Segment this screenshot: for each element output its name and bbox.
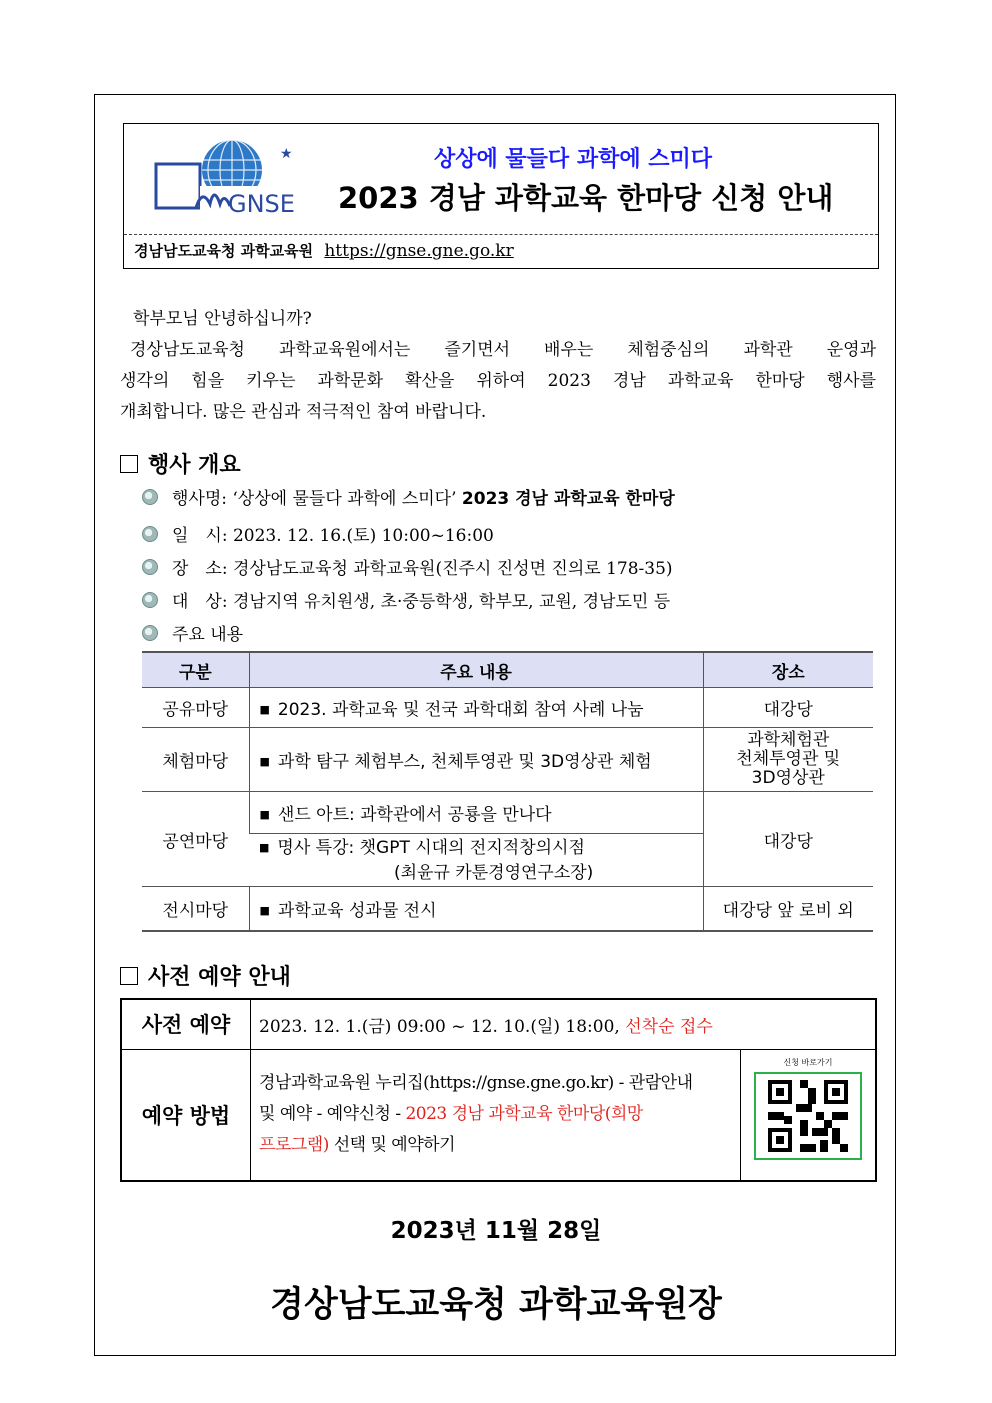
- row-place: 대강당 앞 로비 외: [703, 887, 873, 931]
- org-line: [134, 240, 514, 261]
- qr-cell: [741, 1049, 877, 1181]
- bullet-icon: [142, 526, 158, 542]
- table-header-row: [142, 652, 873, 688]
- item-value: 2023. 12. 16.(토) 10:00~16:00: [232, 526, 494, 546]
- org-url-link[interactable]: https://gnse.gne.go.kr: [324, 241, 514, 261]
- overview-item-place: [142, 554, 673, 579]
- item-value-bold: 2023 경남 과학교육 한마당: [461, 489, 675, 509]
- row-content: ■ 샌드 아트: 과학관에서 공룡을 만나다: [249, 792, 703, 834]
- section-reservation-title: 사전 예약 안내: [148, 965, 291, 990]
- intro-line-1: 경상남도교육청 과학교육원에서는 즐기면서 배우는 체험중심의 과학관 운영과: [130, 340, 876, 360]
- item-value: 경남지역 유치원생, 초·중등학생, 학부모, 교원, 경남도민 등: [232, 592, 671, 612]
- row-content: ■ 과학교육 성과물 전시: [249, 887, 703, 931]
- reservation-method-label: 예약 방법: [121, 1049, 251, 1181]
- reservation-method-value: 경남과학교육원 누리집(https://gnse.gne.go.kr) - 관람안내 및 예약 - 예약신청 - 2023 경남 과학교육 한마당(희망 프로그램) 선택 및 예약하기: [251, 1049, 741, 1181]
- program-table: [142, 651, 873, 932]
- bullet-icon: [142, 559, 158, 575]
- row-place: 대강당: [703, 688, 873, 728]
- square-bullet-icon: ■: [259, 755, 270, 768]
- item-label: 행사명:: [172, 489, 227, 509]
- row-category: 전시마당: [142, 887, 249, 931]
- qr-code-icon: [768, 1080, 848, 1152]
- checkbox-icon: [120, 967, 138, 985]
- table-row: [142, 688, 873, 728]
- reservation-period-value: 2023. 12. 1.(금) 09:00 ~ 12. 10.(일) 18:00, 선착순 접수: [251, 999, 877, 1049]
- square-bullet-icon: ■: [259, 703, 270, 716]
- item-value: ‘상상에 물들다 과학에 스미다’: [232, 489, 457, 509]
- checkbox-icon: [120, 455, 138, 473]
- bullet-icon: [142, 625, 158, 641]
- overview-item-date: [142, 521, 494, 546]
- row-category: 공연마당: [142, 792, 249, 887]
- section-overview: [120, 448, 241, 479]
- qr-code-link[interactable]: [754, 1072, 862, 1160]
- intro-greeting: 학부모님 안녕하십니까?: [133, 309, 312, 329]
- item-label: 장 소:: [172, 559, 228, 579]
- intro-line-3: 개최합니다. 많은 관심과 적극적인 참여 바랍니다.: [120, 402, 487, 422]
- first-come-badge: 선착순 접수: [625, 1016, 713, 1037]
- reservation-period-label: 사전 예약: [121, 999, 251, 1049]
- col-header-content: 주요 내용: [249, 652, 703, 688]
- row-category: 공유마당: [142, 688, 249, 728]
- bullet-icon: [142, 592, 158, 608]
- row-place: 과학체험관 천체투영관 및 3D영상관: [703, 728, 873, 792]
- square-bullet-icon: ■: [259, 840, 270, 854]
- row-place: 대강당: [703, 792, 873, 887]
- table-row: [142, 792, 873, 834]
- table-row: [142, 887, 873, 931]
- square-bullet-icon: ■: [259, 903, 270, 917]
- page-title: 2023 경남 과학교육 한마당 신청 안내: [338, 181, 834, 215]
- row-content: ■ 과학 탐구 체험부스, 천체투영관 및 3D영상관 체험: [249, 728, 703, 792]
- gnse-logo: [154, 138, 304, 220]
- col-header-place: 장소: [703, 652, 873, 688]
- reservation-row-period: [121, 999, 876, 1049]
- row-content: ■ 명사 특강: 챗GPT 시대의 전지적창의시점 (최윤규 카툰경영연구소장): [249, 834, 703, 887]
- qr-caption: 신청 바로가기: [783, 1057, 833, 1067]
- org-name: 경남남도교육청 과학교육원: [134, 242, 314, 260]
- reservation-row-method: [121, 1049, 876, 1181]
- square-bullet-icon: ■: [259, 808, 270, 821]
- logo-text: GNSE: [228, 190, 295, 218]
- overview-item-content: [142, 620, 243, 645]
- row-category: 체험마당: [142, 728, 249, 792]
- section-overview-title: 행사 개요: [148, 453, 241, 478]
- row-content: ■ 2023. 과학교육 및 전국 과학대회 참여 사례 나눔: [249, 688, 703, 728]
- section-reservation: [120, 960, 291, 991]
- signature: 경상남도교육청 과학교육원장: [270, 1285, 722, 1325]
- intro-line-2: 생각의 힘을 키우는 과학문화 확산을 위하여 2023 경남 과학교육 한마당 행사를: [120, 371, 876, 391]
- bullet-icon: [142, 489, 158, 505]
- header-divider: [124, 234, 878, 235]
- item-label: 대 상:: [172, 592, 228, 612]
- header-box: [123, 123, 879, 269]
- reservation-table: [120, 998, 877, 1182]
- svg-text:★: ★: [280, 146, 293, 162]
- item-label: 일 시:: [172, 526, 228, 546]
- overview-item-target: [142, 587, 670, 612]
- item-value: 경상남도교육청 과학교육원(진주시 진성면 진의로 178-35): [232, 559, 673, 579]
- item-label: 주요 내용: [172, 625, 244, 645]
- col-header-category: 구분: [142, 652, 249, 688]
- issue-date: 2023년 11월 28일: [390, 1218, 602, 1244]
- overview-item-name: [142, 484, 675, 509]
- table-row: [142, 728, 873, 792]
- slogan: 상상에 물들다 과학에 스미다: [434, 147, 713, 172]
